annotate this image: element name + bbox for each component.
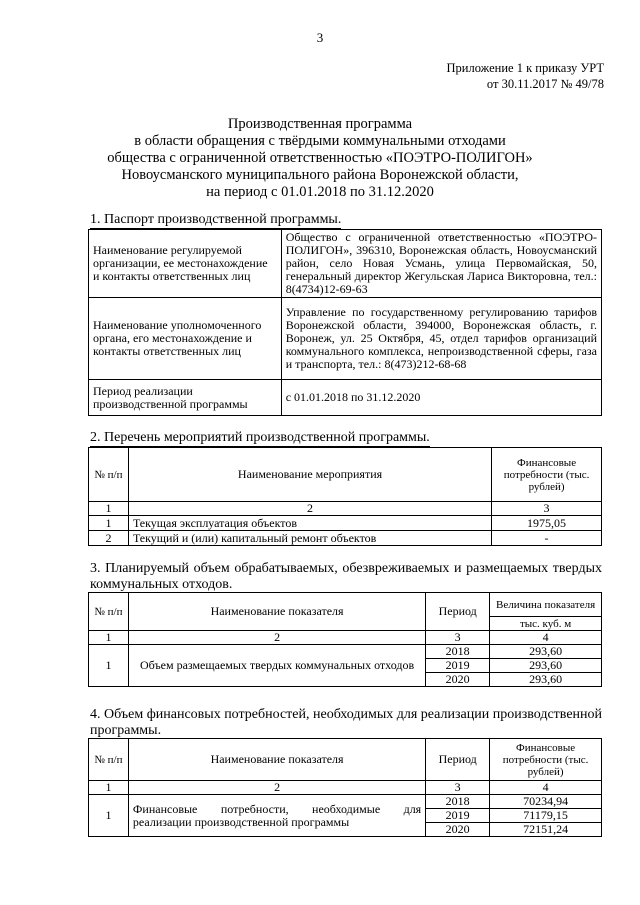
row-value: 293,60 (490, 645, 602, 659)
section-4-heading: 4. Объем финансовых потребностей, необходимых для реализации производственной программы. (90, 707, 603, 738)
passport-value: Управление по государственному регулированию тарифов Воронежской области, 394000, Воронежская область, г. Воронеж, ул. 25 Октября, 45, отдел тарифов организаций коммунального комплекса, непроизводственной сферы, газа и транспорта, тел.: 8(473)212-68-68 (281, 298, 601, 380)
table-row (89, 795, 602, 809)
row-name: Текущий и (или) капитальный ремонт объектов (128, 531, 491, 546)
row-fin: - (492, 531, 602, 546)
index-cell: 3 (426, 781, 490, 795)
header-name: Наименование мероприятия (128, 448, 491, 502)
row-year: 2019 (426, 809, 490, 823)
row-name: Финансовые потребности, необходимые для реализации производственной программы (128, 795, 425, 837)
waste-volume-table (88, 592, 602, 687)
index-cell: 2 (128, 781, 425, 795)
row-no: 1 (89, 795, 129, 837)
index-cell: 1 (89, 631, 129, 645)
row-no: 1 (89, 516, 129, 531)
section-2-heading: 2. Перечень мероприятий производственной программы. (90, 430, 430, 445)
index-cell: 1 (89, 781, 129, 795)
title-line-5: на период с 01.01.2018 по 31.12.2020 (206, 184, 434, 200)
header-unit: тыс. куб. м (490, 617, 602, 631)
passport-label: Наименование регулируемой организации, ее местонахождение и контакты ответственных лиц (89, 230, 282, 298)
row-value: 71179,15 (490, 809, 602, 823)
passport-table (88, 229, 602, 416)
row-no: 1 (89, 645, 129, 687)
header-period: Период (426, 739, 490, 781)
header-value: Величина показателя (490, 593, 602, 617)
row-name: Объем размещаемых твердых коммунальных отходов (128, 645, 425, 687)
table-header-row (89, 739, 602, 781)
document-title (40, 116, 600, 201)
index-cell: 2 (128, 631, 425, 645)
passport-row (89, 380, 602, 416)
table-row (89, 531, 602, 546)
row-year: 2020 (426, 673, 490, 687)
table-index-row (89, 781, 602, 795)
row-fin: 1975,05 (492, 516, 602, 531)
passport-row (89, 230, 602, 298)
index-cell: 3 (492, 502, 602, 516)
header-name: Наименование показателя (128, 739, 425, 781)
row-year: 2018 (426, 645, 490, 659)
row-year: 2019 (426, 659, 490, 673)
table-index-row (89, 502, 602, 516)
row-value: 70234,94 (490, 795, 602, 809)
index-cell: 2 (128, 502, 491, 516)
passport-label: Наименование уполномоченного органа, его местонахождение и контакты ответственных лиц (89, 298, 282, 380)
passport-value: с 01.01.2018 по 31.12.2020 (281, 380, 601, 416)
table-row (89, 516, 602, 531)
annex-line-2: от 30.11.2017 № 49/78 (486, 77, 604, 91)
header-no: № п/п (89, 448, 129, 502)
header-period: Период (426, 593, 490, 631)
section-3-heading: 3. Планируемый объем обрабатываемых, обезвреживаемых и размещаемых твердых коммунальных отходов. (90, 561, 602, 592)
passport-value: Общество с ограниченной ответственностью «ПОЭТРО-ПОЛИГОН», 396310, Воронежская область, Новоусманский район, село Новая Усмань, улица Первомайская, 50, генеральный директор Жегульская Лариса Викторовна, тел.: 8(4734)12-69-63 (281, 230, 601, 298)
row-value: 293,60 (490, 659, 602, 673)
index-cell: 1 (89, 502, 129, 516)
page-number: 3 (316, 30, 324, 45)
table-row (89, 645, 602, 659)
row-year: 2018 (426, 795, 490, 809)
annex-line-1: Приложение 1 к приказу УРТ (446, 61, 604, 75)
row-name: Текущая эксплуатация объектов (128, 516, 491, 531)
title-line-2: в области обращения с твёрдыми коммунальными отходами (134, 133, 506, 149)
table-header-row (89, 593, 602, 617)
title-line-4: Новоусманского муниципального района Воронежской области, (121, 167, 519, 183)
header-fin: Финансовые потребности (тыс. рублей) (490, 739, 602, 781)
annex-note (447, 60, 605, 92)
index-cell: 4 (490, 631, 602, 645)
header-name: Наименование показателя (128, 593, 425, 631)
table-index-row (89, 631, 602, 645)
index-cell: 4 (490, 781, 602, 795)
row-value: 72151,24 (490, 823, 602, 837)
row-no: 2 (89, 531, 129, 546)
financial-needs-table (88, 738, 602, 837)
header-fin: Финансовые потребности (тыс. рублей) (492, 448, 602, 502)
row-value: 293,60 (490, 673, 602, 687)
index-cell: 3 (426, 631, 490, 645)
passport-label: Период реализации производственной программы (89, 380, 282, 416)
passport-row (89, 298, 602, 380)
header-no: № п/п (89, 593, 129, 631)
title-line-1: Производственная программа (227, 116, 413, 132)
header-no: № п/п (89, 739, 129, 781)
title-line-3: общества с ограниченной ответственностью «ПОЭТРО-ПОЛИГОН» (107, 150, 533, 166)
measures-table (88, 447, 602, 546)
section-1-heading: 1. Паспорт производственной программы. (90, 212, 342, 227)
row-year: 2020 (426, 823, 490, 837)
table-header-row (89, 448, 602, 502)
